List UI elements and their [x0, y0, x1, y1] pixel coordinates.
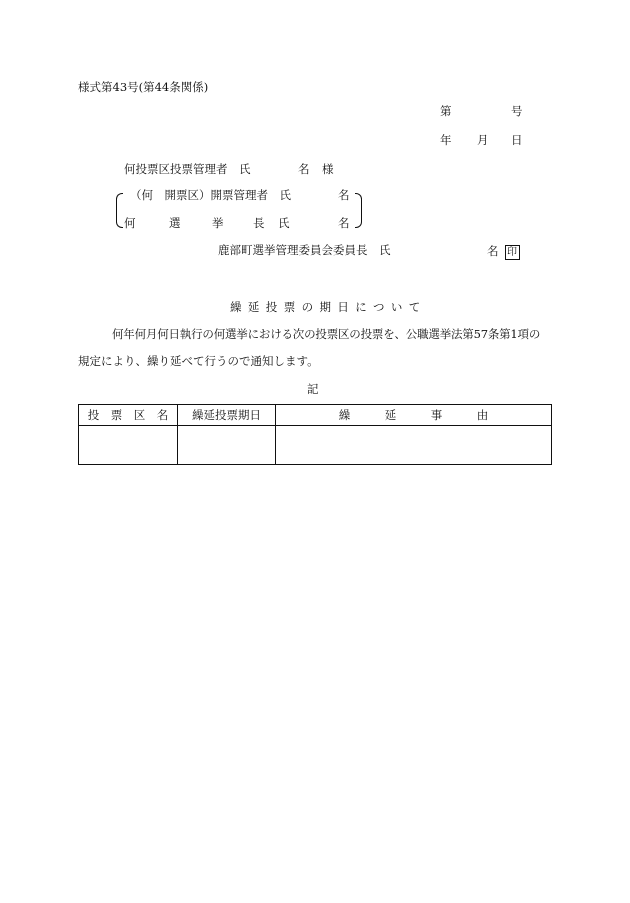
cc-sen: 選: [169, 216, 181, 230]
form-id: 様式第43号(第44条関係): [78, 80, 209, 94]
body-line-1: 何年何月何日執行の何選挙における次の投票区の投票を、公職選挙法第57条第1項の: [112, 327, 541, 341]
header-district-name: 投 票 区 名: [79, 405, 178, 426]
left-bracket: [116, 193, 123, 228]
table-row: [79, 426, 552, 465]
cell-postponement-reason[interactable]: [276, 426, 552, 465]
table-header-row: [79, 405, 552, 426]
right-bracket: [355, 193, 362, 228]
cc-counting-manager-mei: 名: [338, 188, 350, 202]
cc-kyo: 挙: [212, 216, 224, 230]
sender-mei-text: 名: [487, 244, 499, 258]
cc-cho: 長: [253, 216, 265, 230]
cell-postponed-date[interactable]: [178, 426, 276, 465]
date-year: 年: [440, 133, 452, 147]
ki-heading: 記: [307, 382, 319, 396]
document-number-label: 第: [440, 104, 452, 118]
cell-district-name[interactable]: [79, 426, 178, 465]
seal-icon: 印: [505, 245, 520, 260]
document-number-suffix: 号: [511, 104, 523, 118]
body-line-2: 規定により、繰り延べて行うので通知します。: [78, 354, 319, 368]
document-title: 繰延投票の期日について: [230, 300, 427, 314]
date-month: 月: [477, 133, 489, 147]
addressee-mei: 名: [298, 162, 310, 176]
header-postponement-reason: 繰 延 事 由: [276, 405, 552, 426]
addressee-honorific: 様: [322, 162, 334, 176]
sender-mei: [487, 245, 520, 260]
header-postponed-date: 繰延投票期日: [178, 405, 276, 426]
cc-nani: 何: [124, 216, 136, 230]
cc-counting-manager: （何 開票区）開票管理者 氏: [130, 188, 291, 202]
postponement-table: [78, 404, 552, 465]
addressee-prefix: 何投票区投票管理者 氏: [124, 162, 251, 176]
sender-title: 鹿部町選挙管理委員会委員長 氏: [218, 243, 391, 257]
cc-shi: 氏: [278, 216, 290, 230]
cc-mei: 名: [338, 216, 350, 230]
date-day: 日: [511, 133, 523, 147]
